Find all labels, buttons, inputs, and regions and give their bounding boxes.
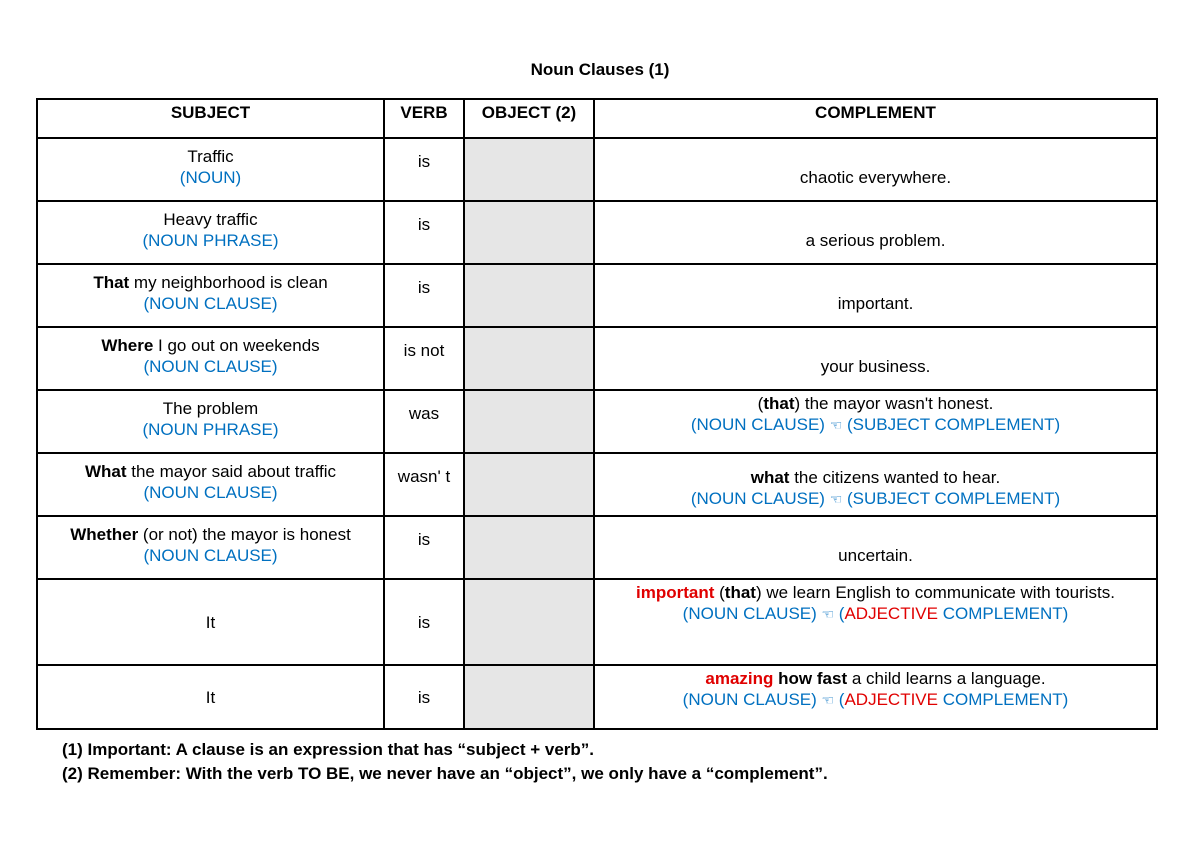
subject-text: the mayor said about traffic bbox=[126, 462, 336, 481]
complement-tag: (NOUN CLAUSE) bbox=[690, 489, 830, 508]
complement-keyword: that bbox=[724, 583, 756, 602]
complement-cell: uncertain. bbox=[594, 516, 1157, 579]
complement-text: a child learns a language. bbox=[847, 669, 1046, 688]
object-cell bbox=[464, 665, 594, 729]
footnotes bbox=[62, 738, 828, 786]
header-row bbox=[37, 99, 1157, 138]
footnote-1: (1) Important: A clause is an expression that has “subject + verb”. bbox=[62, 740, 595, 759]
subject-text: (or not) the mayor is honest bbox=[138, 525, 351, 544]
pointing-hand-icon: ☜ bbox=[829, 417, 843, 433]
subject-text: Traffic bbox=[187, 147, 234, 166]
table-row bbox=[37, 138, 1157, 201]
complement-cell: a serious problem. bbox=[594, 201, 1157, 264]
subject-text: It bbox=[205, 612, 216, 632]
object-cell bbox=[464, 264, 594, 327]
table-row bbox=[37, 453, 1157, 516]
object-cell bbox=[464, 201, 594, 264]
subject-text: It bbox=[205, 687, 216, 707]
footnote-2: (2) Remember: With the verb TO BE, we never have an “object”, we only have a “complement”. bbox=[62, 764, 828, 783]
complement-tag: COMPLEMENT) bbox=[938, 604, 1069, 623]
subject-cell bbox=[37, 516, 384, 579]
object-cell bbox=[464, 138, 594, 201]
subject-tag: (NOUN PHRASE) bbox=[142, 231, 279, 250]
complement-cell: chaotic everywhere. bbox=[594, 138, 1157, 201]
complement-keyword: what bbox=[750, 468, 790, 487]
complement-adjective: amazing bbox=[705, 669, 774, 688]
pointing-hand-icon: ☜ bbox=[829, 491, 843, 507]
subject-keyword: Where bbox=[101, 336, 154, 355]
complement-tag: ( bbox=[834, 604, 845, 623]
table-row bbox=[37, 327, 1157, 390]
complement-tag-adjective: ADJECTIVE bbox=[844, 604, 938, 623]
complement-tag: (NOUN CLAUSE) bbox=[682, 604, 822, 623]
complement-text: ( bbox=[757, 394, 764, 413]
subject-text: Heavy traffic bbox=[163, 210, 258, 229]
complement-cell bbox=[594, 579, 1157, 665]
header-verb: VERB bbox=[384, 99, 464, 138]
complement-tag: (SUBJECT COMPLEMENT) bbox=[842, 489, 1061, 508]
subject-cell bbox=[37, 138, 384, 201]
table-row bbox=[37, 579, 1157, 665]
verb-cell: wasn' t bbox=[384, 453, 464, 516]
complement-cell bbox=[594, 390, 1157, 453]
verb-cell: is bbox=[384, 665, 464, 729]
subject-keyword: That bbox=[93, 273, 130, 292]
subject-cell bbox=[37, 665, 384, 729]
complement-tag: (NOUN CLAUSE) bbox=[690, 415, 830, 434]
complement-tag: (NOUN CLAUSE) bbox=[682, 690, 822, 709]
verb-cell: was bbox=[384, 390, 464, 453]
complement-tag: (SUBJECT COMPLEMENT) bbox=[842, 415, 1061, 434]
object-cell bbox=[464, 453, 594, 516]
complement-adjective: important bbox=[636, 583, 715, 602]
table-row bbox=[37, 201, 1157, 264]
complement-text: ) the mayor wasn't honest. bbox=[794, 394, 994, 413]
complement-cell bbox=[594, 453, 1157, 516]
verb-cell: is bbox=[384, 579, 464, 665]
subject-cell bbox=[37, 264, 384, 327]
verb-cell: is not bbox=[384, 327, 464, 390]
header-subject: SUBJECT bbox=[37, 99, 384, 138]
subject-cell bbox=[37, 327, 384, 390]
complement-tag: COMPLEMENT) bbox=[938, 690, 1069, 709]
complement-cell: important. bbox=[594, 264, 1157, 327]
complement-keyword: that bbox=[763, 394, 795, 413]
table-row bbox=[37, 665, 1157, 729]
verb-cell: is bbox=[384, 138, 464, 201]
subject-tag: (NOUN CLAUSE) bbox=[143, 294, 278, 313]
object-cell bbox=[464, 327, 594, 390]
complement-keyword: how fast bbox=[773, 669, 848, 688]
subject-tag: (NOUN CLAUSE) bbox=[143, 357, 278, 376]
object-cell bbox=[464, 579, 594, 665]
complement-tag: ( bbox=[834, 690, 845, 709]
subject-text: my neighborhood is clean bbox=[129, 273, 328, 292]
table-row bbox=[37, 390, 1157, 453]
subject-cell bbox=[37, 390, 384, 453]
subject-keyword: Whether bbox=[70, 525, 139, 544]
noun-clause-table bbox=[36, 98, 1158, 730]
complement-tag-adjective: ADJECTIVE bbox=[844, 690, 938, 709]
complement-text: ) we learn English to communicate with tourists. bbox=[755, 583, 1115, 602]
subject-cell bbox=[37, 453, 384, 516]
subject-cell bbox=[37, 201, 384, 264]
subject-cell bbox=[37, 579, 384, 665]
complement-text: the citizens wanted to hear. bbox=[789, 468, 1001, 487]
header-complement: COMPLEMENT bbox=[594, 99, 1157, 138]
complement-cell bbox=[594, 665, 1157, 729]
complement-cell: your business. bbox=[594, 327, 1157, 390]
complement-text: ( bbox=[714, 583, 725, 602]
table-row bbox=[37, 264, 1157, 327]
subject-keyword: What bbox=[84, 462, 127, 481]
subject-tag: (NOUN CLAUSE) bbox=[143, 483, 278, 502]
pointing-hand-icon: ☜ bbox=[821, 692, 835, 708]
subject-text: The problem bbox=[162, 399, 259, 418]
pointing-hand-icon: ☜ bbox=[821, 606, 835, 622]
subject-tag: (NOUN PHRASE) bbox=[142, 420, 279, 439]
subject-tag: (NOUN CLAUSE) bbox=[143, 546, 278, 565]
object-cell bbox=[464, 390, 594, 453]
verb-cell: is bbox=[384, 264, 464, 327]
page-title: Noun Clauses (1) bbox=[530, 60, 670, 79]
verb-cell: is bbox=[384, 516, 464, 579]
verb-cell: is bbox=[384, 201, 464, 264]
table-row bbox=[37, 516, 1157, 579]
header-object: OBJECT (2) bbox=[464, 99, 594, 138]
object-cell bbox=[464, 516, 594, 579]
subject-text: I go out on weekends bbox=[153, 336, 320, 355]
subject-tag: (NOUN) bbox=[179, 168, 242, 187]
